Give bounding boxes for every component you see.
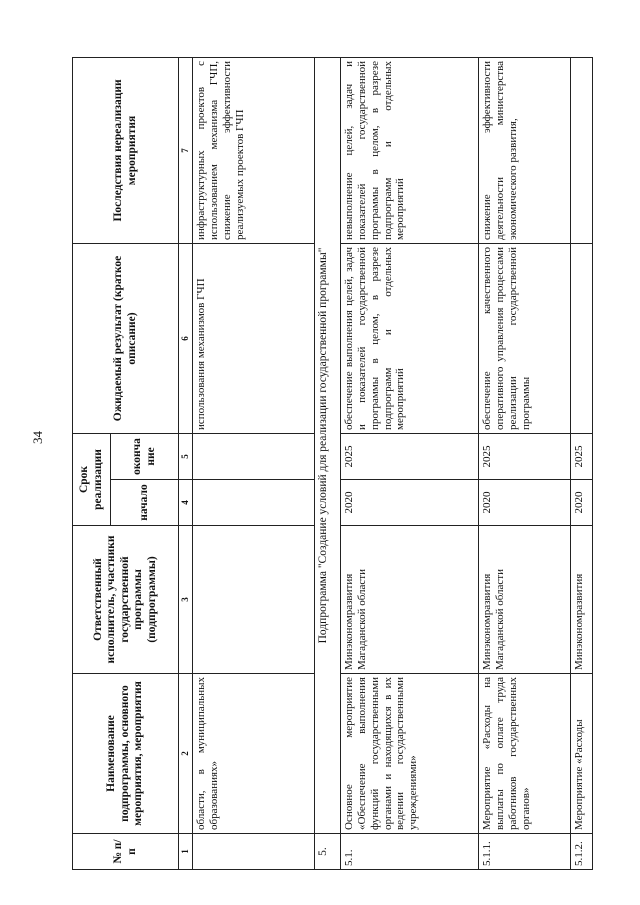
row-executor: Минэкономразвития — [570, 526, 592, 674]
table-row — [192, 57, 314, 869]
header-executor: Ответственный исполнитель, участники государственной программы (подпрограммы) — [73, 526, 179, 674]
header-term: Срок реализации — [73, 433, 111, 525]
rotated-page — [72, 58, 596, 870]
row-executor — [192, 526, 314, 674]
row-num: 5.1. — [340, 834, 478, 870]
program-table — [72, 57, 593, 870]
header-start: начало — [111, 480, 179, 526]
row-num — [192, 834, 314, 870]
table-row — [570, 57, 592, 869]
column-number: 3 — [179, 526, 193, 674]
row-consequences: инфраструктурных проектов с использованием механизма ГЧП, снижение эффективности реализуемых проектов ГЧП — [192, 57, 314, 243]
row-result: обеспечение выполнения целей, задач и показателей государственной программы в целом, в разрезе подпрограмм и отдельных мероприятий — [340, 243, 478, 433]
column-number: 6 — [179, 243, 193, 433]
row-end: 2025 — [340, 433, 478, 479]
header-result: Ожидаемый результат (краткое описание) — [73, 243, 179, 433]
column-number: 7 — [179, 57, 193, 243]
row-executor: Минэкономразвития Магаданской области — [340, 526, 478, 674]
row-num: 5.1.2. — [570, 834, 592, 870]
row-result: использования механизмов ГЧП — [192, 243, 314, 433]
section-title: Подпрограмма "Создание условий для реализации государственной программы" — [314, 57, 340, 833]
table-row — [340, 57, 478, 869]
row-start: 2020 — [340, 480, 478, 526]
row-end — [192, 433, 314, 479]
section-row — [314, 57, 340, 869]
header-end: оконча ние — [111, 433, 179, 479]
row-executor: Минэкономразвития Магаданской области — [478, 526, 570, 674]
header-consequences: Последствия нереализации мероприятия — [73, 57, 179, 243]
row-consequences — [570, 57, 592, 243]
row-name: Основное мероприятие «Обеспечение выполнения функций государственными органами и находящихся в их ведении государственными учреждениями» — [340, 674, 478, 834]
section-num: 5. — [314, 834, 340, 870]
row-consequences: невыполнение целей, задач и показателей государственной программы в целом, в разрезе подпрограмм и отдельных мероприятий — [340, 57, 478, 243]
table-row — [478, 57, 570, 869]
row-end: 2025 — [570, 433, 592, 479]
row-start: 2020 — [570, 480, 592, 526]
row-name: Мероприятие «Расходы на выплаты по оплате труда работников государственных органов» — [478, 674, 570, 834]
column-number: 2 — [179, 674, 193, 834]
page-number: 34 — [30, 431, 45, 444]
row-name: Мероприятие «Расходы — [570, 674, 592, 834]
header-name: Наименование подпрограммы, основного мероприятия, мероприятия — [73, 674, 179, 834]
row-consequences: снижение эффективности деятельности министерства экономического развития, — [478, 57, 570, 243]
row-result — [570, 243, 592, 433]
row-start — [192, 480, 314, 526]
column-number: 5 — [179, 433, 193, 479]
row-name: области, в муниципальных образованиях» — [192, 674, 314, 834]
header-num: № п/п — [73, 834, 179, 870]
row-result: обеспечение качественного оперативного управления процессами реализации государственной программы — [478, 243, 570, 433]
row-end: 2025 — [478, 433, 570, 479]
column-number: 4 — [179, 480, 193, 526]
column-number: 1 — [179, 834, 193, 870]
row-start: 2020 — [478, 480, 570, 526]
row-num: 5.1.1. — [478, 834, 570, 870]
